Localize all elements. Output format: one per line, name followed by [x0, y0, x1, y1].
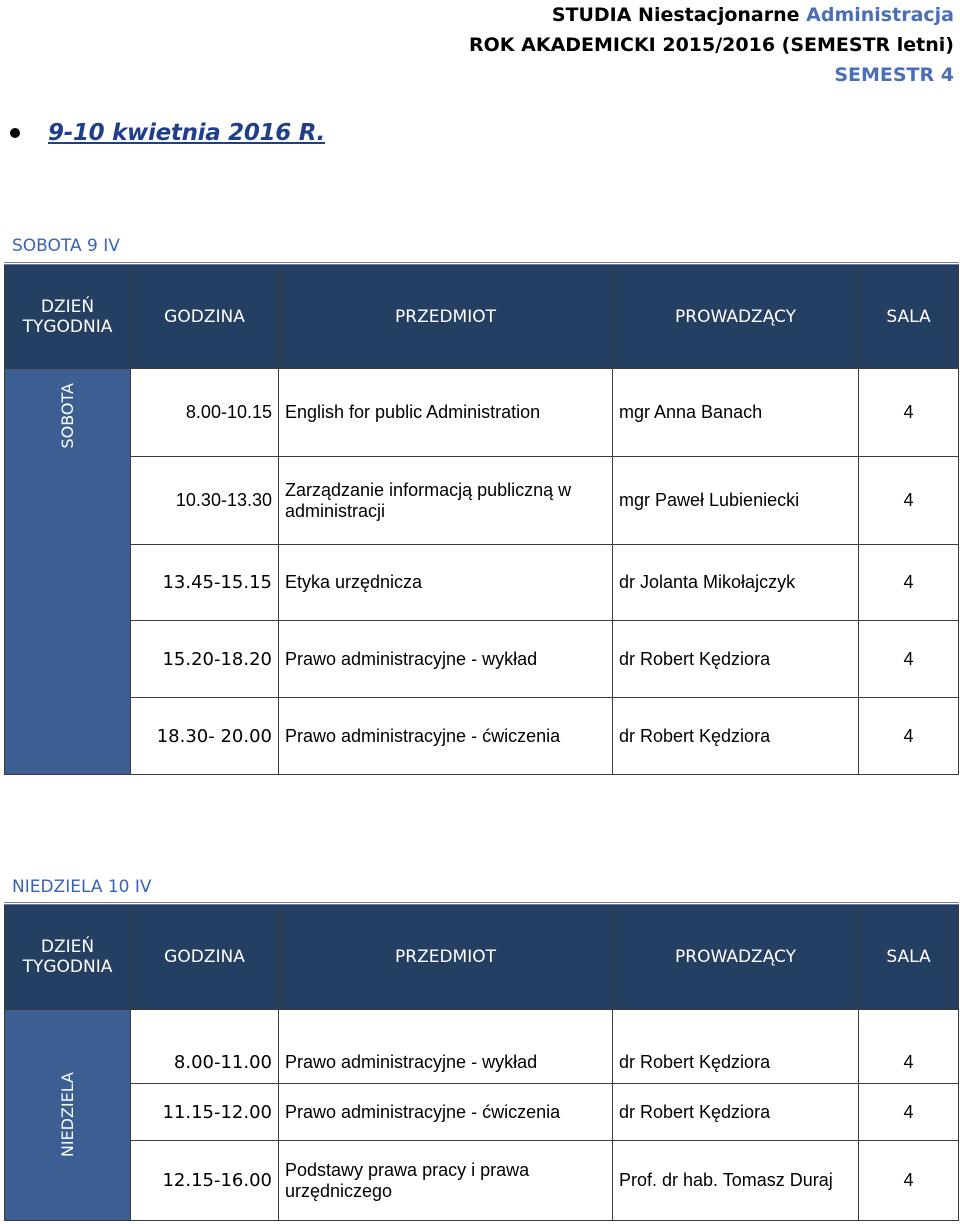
teacher-cell: dr Robert Kędziora [613, 1084, 859, 1141]
teacher-cell: dr Robert Kędziora [613, 621, 859, 698]
subject-cell: Zarządzanie informacją publiczną w administracji [279, 457, 613, 545]
table-row [5, 369, 959, 457]
date-title: 9-10 kwietnia 2016 R. [48, 120, 325, 146]
table-row [5, 1141, 959, 1221]
subject-cell: English for public Administration [279, 369, 613, 457]
table-header-row [5, 264, 959, 369]
teacher-cell: mgr Anna Banach [613, 369, 859, 457]
day-vertical-label: NIEDZIELA [58, 1072, 77, 1158]
teacher-cell: dr Jolanta Mikołajczyk [613, 545, 859, 621]
time-cell: 8.00-11.00 [131, 1010, 279, 1084]
col-header-hour: GODZINA [131, 264, 279, 369]
time-cell: 10.30-13.30 [131, 457, 279, 545]
date-bullet-row [10, 120, 325, 146]
header-field: Administracja [806, 4, 954, 26]
day-vertical-cell [5, 1010, 131, 1221]
day-vertical-cell [5, 369, 131, 775]
teacher-cell: dr Robert Kędziora [613, 698, 859, 775]
schedule-table-saturday [4, 262, 959, 775]
room-cell: 4 [859, 1141, 959, 1221]
subject-cell: Podstawy prawa pracy i prawa urzędniczego [279, 1141, 613, 1221]
bullet-icon [10, 128, 20, 138]
teacher-cell: Prof. dr hab. Tomasz Duraj [613, 1141, 859, 1221]
col-header-day: DZIEŃ TYGODNIA [5, 904, 131, 1010]
header-line-1 [552, 4, 954, 26]
day-label-saturday: SOBOTA 9 IV [12, 236, 120, 256]
time-cell: 8.00-10.15 [131, 369, 279, 457]
col-header-day: DZIEŃ TYGODNIA [5, 264, 131, 369]
time-cell: 15.20-18.20 [131, 621, 279, 698]
header-semester: SEMESTR 4 [834, 64, 954, 86]
col-header-teacher: PROWADZĄCY [613, 264, 859, 369]
subject-cell: Prawo administracyjne - ćwiczenia [279, 1084, 613, 1141]
schedule-table-sunday [4, 902, 959, 1221]
col-header-room: SALA [859, 904, 959, 1010]
col-header-subject: PRZEDMIOT [279, 264, 613, 369]
day-vertical-label: SOBOTA [58, 383, 77, 449]
header-academic-year: ROK AKADEMICKI 2015/2016 (SEMESTR letni) [469, 34, 954, 56]
teacher-cell: dr Robert Kędziora [613, 1010, 859, 1084]
table-header-row [5, 904, 959, 1010]
subject-cell: Etyka urzędnicza [279, 545, 613, 621]
room-cell: 4 [859, 621, 959, 698]
room-cell: 4 [859, 369, 959, 457]
table-row [5, 1084, 959, 1141]
header-study-type: STUDIA Niestacjonarne [551, 4, 800, 26]
table-row [5, 1010, 959, 1084]
time-cell: 13.45-15.15 [131, 545, 279, 621]
day-label-sunday: NIEDZIELA 10 IV [12, 877, 152, 897]
col-header-room: SALA [859, 264, 959, 369]
col-header-subject: PRZEDMIOT [279, 904, 613, 1010]
table-row [5, 545, 959, 621]
table-row [5, 698, 959, 775]
subject-cell: Prawo administracyjne - wykład [279, 621, 613, 698]
room-cell: 4 [859, 457, 959, 545]
table-row [5, 457, 959, 545]
room-cell: 4 [859, 545, 959, 621]
subject-cell: Prawo administracyjne - wykład [279, 1010, 613, 1084]
room-cell: 4 [859, 1084, 959, 1141]
subject-cell: Prawo administracyjne - ćwiczenia [279, 698, 613, 775]
time-cell: 12.15-16.00 [131, 1141, 279, 1221]
col-header-teacher: PROWADZĄCY [613, 904, 859, 1010]
teacher-cell: mgr Paweł Lubieniecki [613, 457, 859, 545]
time-cell: 11.15-12.00 [131, 1084, 279, 1141]
col-header-hour: GODZINA [131, 904, 279, 1010]
room-cell: 4 [859, 1010, 959, 1084]
room-cell: 4 [859, 698, 959, 775]
time-cell: 18.30- 20.00 [131, 698, 279, 775]
table-row [5, 621, 959, 698]
